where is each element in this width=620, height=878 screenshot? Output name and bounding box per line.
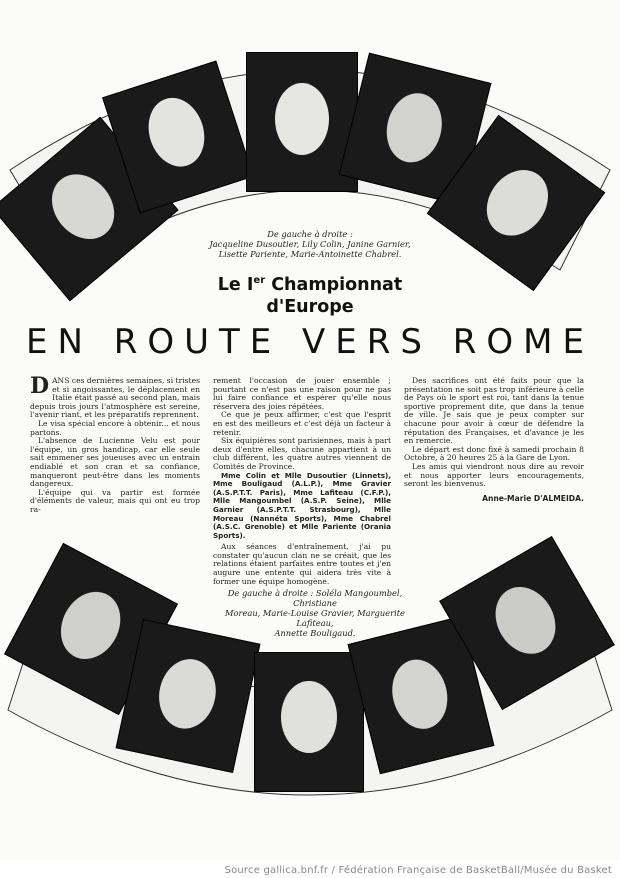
headline: EN ROUTE VERS ROME <box>25 322 594 362</box>
article-column-1: DANS ces dernières semaines, si tristes et si angoissantes, le déplacement en Italie était passé au second plan, mais depuis trois jours l'atmosphère est sereine, l'avenir riant, et les préparatifs reprennent. Le visa spécial encore à obtenir... et nous partons. L'absence de Lucienne Velu est pour l'équipe, un gros handicap, car elle seule sait emmener ses joueuses avec un entrain endiablé et son cran et sa confiance, manqueront peut-être dans les moments dangereux. L'équipe qui va partir est formée d'éléments de valeur, mais qui ont eu trop ra- <box>30 373 200 514</box>
article-subtitle: Le Ier Championnat d'Europe <box>217 274 403 317</box>
bottom-photo-3 <box>254 652 364 792</box>
bottom-caption: De gauche à droite : Soléla Mangoumbel, Christiane Moreau, Marie-Louise Gravier, Marguerite Lafiteau, Annette Bouligaud. <box>225 588 405 638</box>
author-signature: Anne-Marie D'ALMEIDA. <box>482 493 584 503</box>
top-caption: De gauche à droite : Jacqueline Dusoutier, Lily Colin, Janine Garnier, Lisette Pariente, Marie-Antoinette Chabrel. <box>209 229 411 259</box>
article-column-2: rement l'occasion de jouer ensemble ; pourtant ce n'est pas une raison pour ne pas lui faire confiance et espérer qu'elle nous réservera des joies répétées. Ce que je peux affirmer, c'est que l'esprit en est des meilleurs et c'est déjà un facteur à retenir. Six équipières sont parisiennes, mais à part deux d'entre elles, chacune appartient à un club différent, les quatre autres viennent de Comités de Province. Mme Colin et Mlle Dusoutier (Linnets), Mme Bouligaud (A.L.P.), Mme Gravier (A.S.P.T.T. Paris), Mme Lafiteau (C.F.P.), Mlle Mangoumbel (A.S.P. Seine), Mlle Garnier (A.S.P.T.T. Strasbourg), Mlle Moreau (Nannéta Sports), Mme Chabrel (A.S.C. Grenoble) et Mlle Pariente (Orania Sports). Aux séances d'entraînement, j'ai pu constater qu'aucun clan ne se créait, que les relations étaient parfaites entre toutes et j'en augure une entente qui aidera très vite à former une équipe homogène. <box>213 376 391 586</box>
source-footer: Source gallica.bnf.fr / Fédération Française de BasketBall/Musée du Basket <box>224 865 612 876</box>
article-column-3: Des sacrifices ont été faits pour que la présentation ne soit pas trop inférieure à celle de Pays où le sport est roi, tant dans la tenue sportive proprement dite, que dans la tenue de ville. Je sais que je peux compter sur chacune pour avoir à cœur de défendre la réputation des Françaises, et d'avance je les en remercie. Le départ est donc fixé à samedi prochain 8 Octobre, à 20 heures 25 à la Gare de Lyon. Les amis qui viendront nous dire au revoir et nous apporter leurs encouragements, seront les bienvenus. Anne-Marie D'ALMEIDA. <box>404 376 584 503</box>
